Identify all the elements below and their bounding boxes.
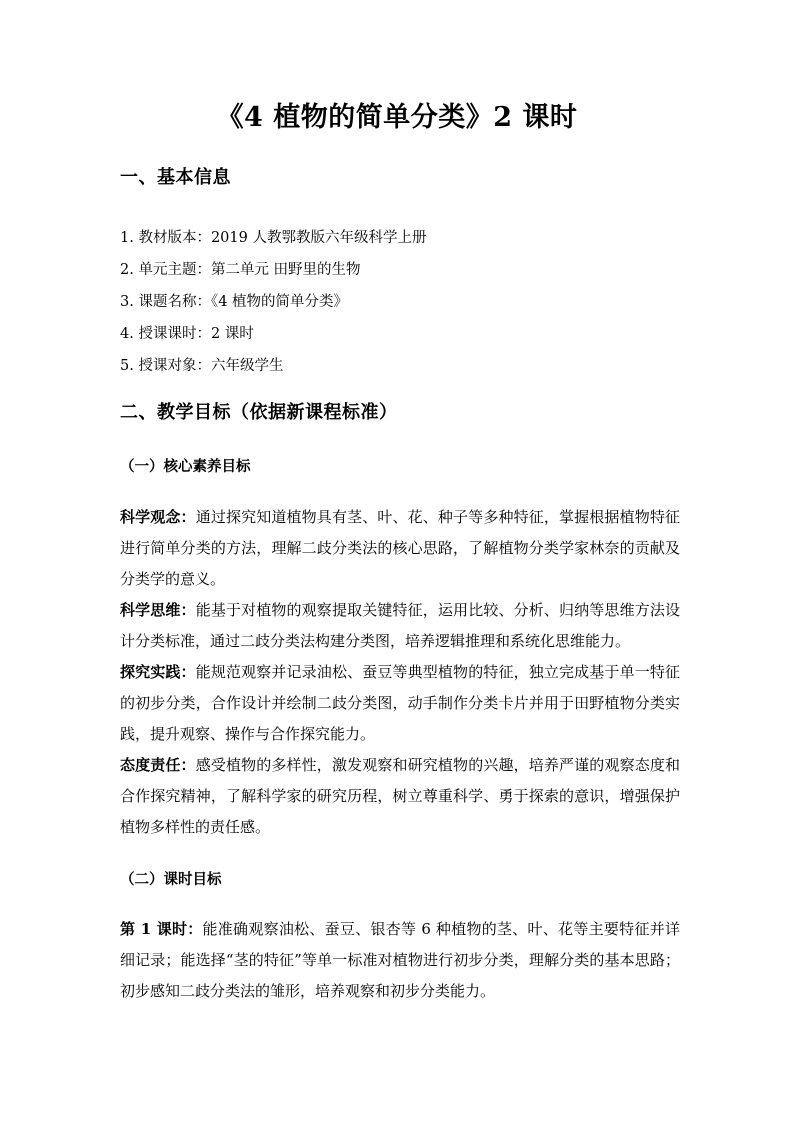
list-item: 3. 课题名称：《4 植物的简单分类》 (120, 294, 349, 310)
paragraph-inquiry-practice (120, 657, 680, 750)
section-heading-basic-info: 一、基本信息 (120, 167, 231, 188)
subsection-heading-lesson-goals: （二）课时目标 (120, 871, 222, 888)
paragraph-lead: 科学思维： (120, 601, 196, 619)
section-heading-teaching-goals: 二、教学目标（依据新课程标准） (120, 402, 398, 423)
list-item: 5. 授课对象：六年级学生 (120, 358, 284, 374)
list-item: 4. 授课课时：2 课时 (120, 326, 254, 342)
paragraph-attitude-responsibility (120, 750, 680, 843)
paragraph-science-thinking (120, 595, 680, 657)
document-title: 《4 植物的简单分类》2 课时 (216, 102, 578, 133)
paragraph-lead: 探究实践： (120, 663, 196, 681)
basic-info-list (120, 222, 680, 382)
list-item: 1. 教材版本：2019 人教鄂教版六年级科学上册 (120, 230, 427, 246)
paragraph-science-concept (120, 502, 680, 595)
subsection-heading-core-literacy: （一）核心素养目标 (120, 458, 251, 475)
paragraph-text: 能规范观察并记录油松、蚕豆等典型植物的特征，独立完成基于单一特征的初步分类，合作设计并绘制二歧分类图，动手制作分类卡片并用于田野植物分类实践，提升观察、操作与合作探究能力。 (120, 663, 680, 743)
paragraph-text: 能准确观察油松、蚕豆、银杏等 6 种植物的茎、叶、花等主要特征并详细记录；能选择“茎的特征”等单一标准对植物进行初步分类，理解分类的基本思路；初步感知二歧分类法的雏形，培养观察和初步分类能力。 (120, 920, 680, 1000)
paragraph-text: 通过探究知道植物具有茎、叶、花、种子等多种特征，掌握根据植物特征进行简单分类的方法，理解二歧分类法的核心思路，了解植物分类学家林奈的贡献及分类学的意义。 (120, 508, 680, 588)
paragraph-lead: 态度责任： (120, 756, 196, 774)
list-item: 2. 单元主题：第二单元 田野里的生物 (120, 262, 361, 278)
paragraph-text: 感受植物的多样性，激发观察和研究植物的兴趣，培养严谨的观察态度和合作探究精神，了解科学家的研究历程，树立尊重科学、勇于探索的意识，增强保护植物多样性的责任感。 (120, 756, 680, 836)
paragraph-lead: 科学观念： (120, 508, 196, 526)
paragraph-lead: 第 1 课时： (120, 920, 203, 938)
paragraph-lesson-1 (120, 914, 680, 1007)
paragraph-text: 能基于对植物的观察提取关键特征，运用比较、分析、归纳等思维方法设计分类标准，通过二歧分类法构建分类图，培养逻辑推理和系统化思维能力。 (120, 601, 680, 650)
